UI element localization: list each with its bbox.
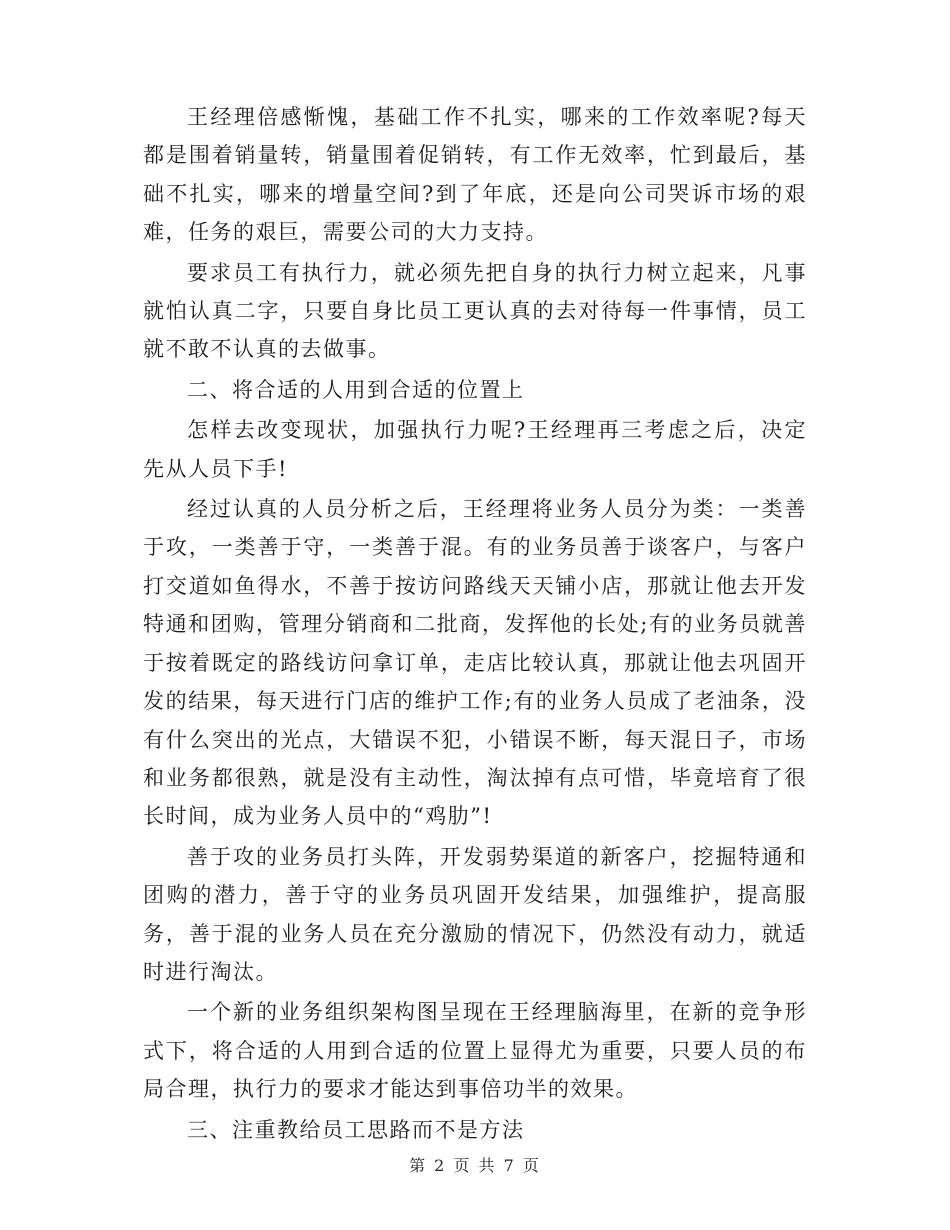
paragraph-1: 王经理倍感惭愧，基础工作不扎实，哪来的工作效率呢?每天都是围着销量转，销量围着促销转，有工作无效率，忙到最后，基础不扎实，哪来的增量空间?到了年底，还是向公司哭诉市场的艰难，任务的艰巨，需要公司的大力支持。: [143, 105, 807, 245]
page-footer: 第 2 页 共 7 页: [409, 1156, 541, 1175]
paragraph-3: 怎样去改变现状，加强执行力呢?王经理再三考虑之后，决定先从人员下手!: [143, 418, 807, 481]
section-heading-2: 二、将合适的人用到合适的位置上: [187, 377, 525, 402]
paragraph-2: 要求员工有执行力，就必须先把自身的执行力树立起来，凡事就怕认真二字，只要自身比员工更认真的去对待每一件事情，员工就不敢不认真的去做事。: [143, 260, 807, 362]
paragraph-5: 善于攻的业务员打头阵，开发弱势渠道的新客户，挖掘特通和团购的潜力，善于守的业务员巩固开发结果，加强维护，提高服务，善于混的业务人员在充分激励的情况下，仍然没有动力，就适时进行淘汰。: [143, 844, 807, 984]
paragraph-4: 经过认真的人员分析之后，王经理将业务人员分为类：一类善于攻，一类善于守，一类善于混。有的业务员善于谈客户，与客户打交道如鱼得水，不善于按访问路线天天铺小店，那就让他去开发特通和团购，管理分销商和二批商，发挥他的长处;有的业务员就善于按着既定的路线访问拿订单，走店比较认真，那就让他去巩固开发的结果，每天进行门店的维护工作;有的业务人员成了老油条，没有什么突出的光点，大错误不犯，小错误不断，每天混日子，市场和业务都很熟，就是没有主动性，淘汰掉有点可惜，毕竟培育了很长时间，成为业务人员中的“鸡肋”!: [143, 497, 807, 829]
document-body: [143, 98, 807, 1151]
section-heading-3: 三、注重教给员工思路而不是方法: [187, 1117, 525, 1142]
paragraph-6: 一个新的业务组织架构图呈现在王经理脑海里，在新的竞争形式下，将合适的人用到合适的位置上显得尤为重要，只要人员的布局合理，执行力的要求才能达到事倍功半的效果。: [143, 1000, 807, 1102]
